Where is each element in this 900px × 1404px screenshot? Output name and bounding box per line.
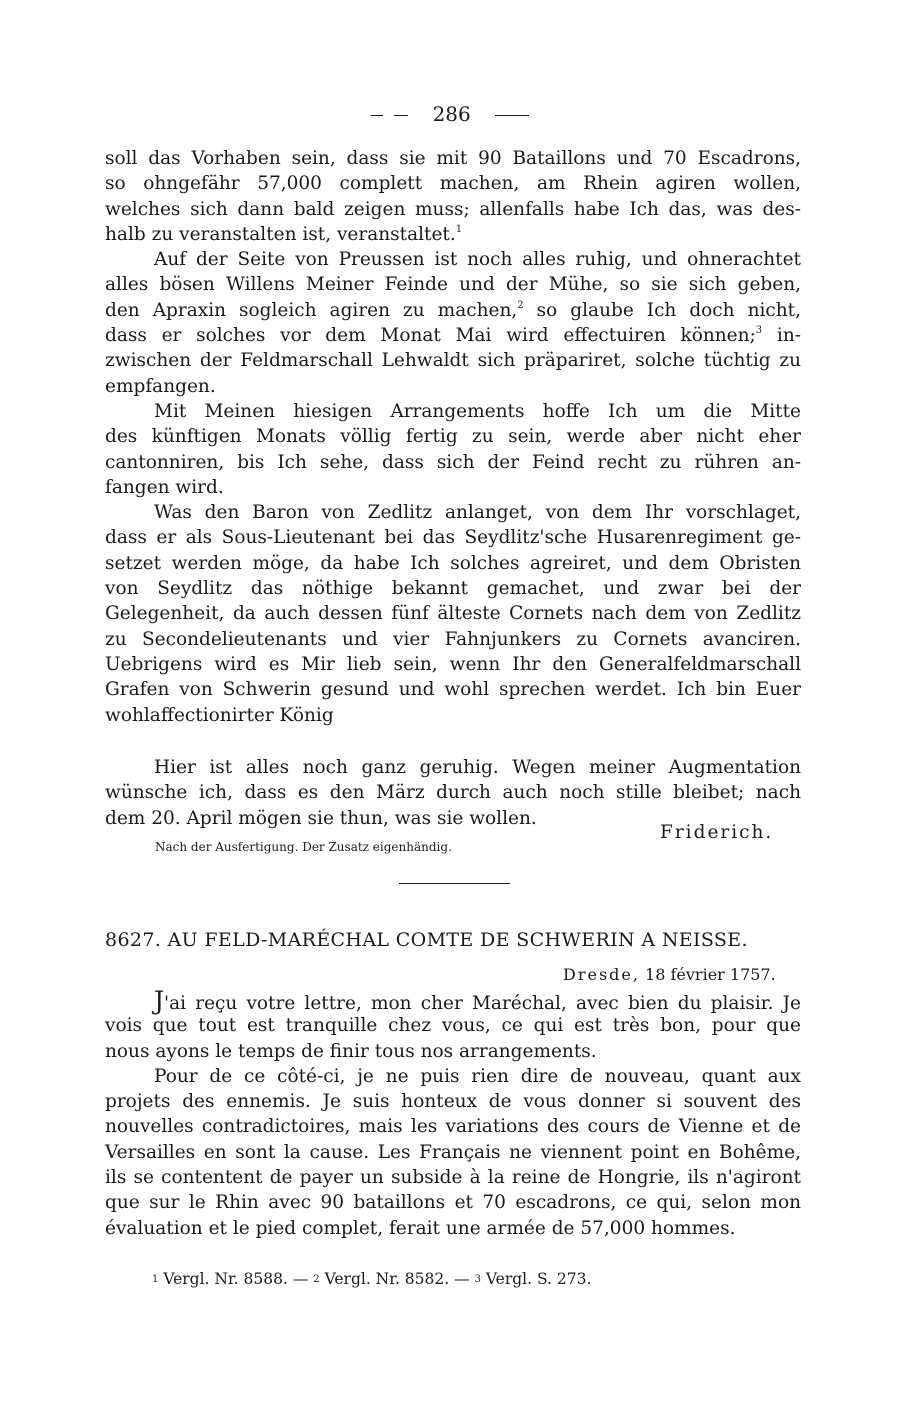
text-line: nous ayons le temps de finir tous nos arrangements. — [105, 1040, 597, 1062]
text-line: fangen wird. — [105, 476, 224, 498]
signature: Friderich. — [660, 822, 774, 843]
text-line: von Seydlitz das nöthige bekannt gemachet, und zwar bei der — [105, 578, 801, 600]
text-line: Uebrigens wird es Mir lieb sein, wenn Ihr den Generalfeldmarschall — [105, 653, 801, 675]
text-line: ils se contentent de payer un subside à la reine de Hongrie, ils n'agiront — [105, 1167, 801, 1189]
letter-body — [105, 988, 801, 1241]
text-line: Gelegenheit, da auch dessen fünf älteste Cornets nach dem von Zedlitz — [105, 603, 801, 625]
footnote-mark: 1 — [152, 1274, 159, 1285]
text-line: Versailles en sont la cause. Les Français ne viennent point en Bohême, — [105, 1141, 801, 1163]
initial-letter: J — [154, 986, 165, 1015]
text-line: zwischen der Feldmarschall Lehwaldt sich präpariret, solche tüchtig zu — [105, 350, 801, 372]
page-header — [0, 101, 900, 127]
text-fragment: in- — [776, 325, 801, 347]
footnote-ref: 2 — [517, 299, 524, 311]
text-line: que sur le Rhin avec 90 bataillons et 70 escadrons, ce qui, selon mon — [105, 1192, 801, 1214]
text-fragment: halb zu veranstalten ist, veranstaltet. — [105, 223, 456, 245]
text-fragment: 'ai reçu votre lettre, mon cher Maréchal, avec bien du plaisir. Je — [164, 993, 801, 1014]
footnote-text: Vergl. Nr. 8582. — [324, 1270, 450, 1288]
text-fragment: so glaube Ich doch nicht, — [536, 299, 801, 321]
text-fragment: dass er solches vor dem Monat Mai wird effectuiren können; — [105, 325, 756, 347]
footnote-text: Vergl. Nr. 8588. — [163, 1270, 288, 1288]
text-line: Grafen von Schwerin gesund und wohl sprechen werdet. Ich bin Euer — [105, 679, 801, 701]
text-line: setzet werden möge, da habe Ich solches agreiret, und dem Obristen — [105, 552, 801, 574]
footnote-text: Vergl. S. 273. — [485, 1270, 592, 1288]
footnote-ref: 3 — [755, 325, 763, 337]
page-number: 286 — [432, 102, 471, 126]
footnote-mark: 3 — [474, 1274, 481, 1285]
text-line: cantonniren, bis Ich sehe, dass sich der Feind recht zu rühren an- — [105, 451, 801, 473]
text-line: welches sich dann bald zeigen muss; allenfalls habe Ich das, was des- — [105, 198, 801, 220]
text-line: Was den Baron von Zedlitz anlanget, von dem Ihr vorschlaget, — [154, 502, 801, 524]
text-line: vois que tout est tranquille chez vous, ce qui est très bon, pour que — [105, 1015, 801, 1037]
footnote-mark: 2 — [313, 1274, 320, 1285]
document-heading: 8627. AU FELD-MARÉCHAL COMTE DE SCHWERIN A NEISSE. — [105, 929, 748, 951]
source-note: Nach der Ausfertigung. Der Zusatz eigenhändig. — [155, 840, 452, 854]
text-line — [105, 222, 801, 247]
text-line — [105, 323, 801, 348]
footnote — [152, 1270, 288, 1288]
text-line — [105, 298, 801, 323]
text-line: évaluation et le pied complet, ferait une armée de 57,000 hommes. — [105, 1217, 736, 1239]
text-line: nouvelles contradictoires, mais les variations des cours de Vienne et de — [105, 1116, 801, 1138]
footnote — [475, 1270, 592, 1288]
footnote — [313, 1270, 449, 1288]
text-line — [105, 988, 801, 1013]
letter-continuation — [105, 146, 801, 728]
header-rule-left-short — [371, 115, 383, 116]
text-line: Auf der Seite von Preussen ist noch alles ruhig, und ohnerachtet — [154, 249, 801, 271]
footnote-ref: 1 — [455, 223, 463, 235]
text-line: soll das Vorhaben sein, dass sie mit 90 Bataillons und 70 Escadrons, — [105, 148, 801, 169]
text-line: dem 20. April mögen sie thun, was sie wollen. — [105, 807, 537, 829]
text-line: Hier ist alles noch ganz geruhig. Wegen meiner Augmentation — [154, 757, 801, 778]
footnote-separator: — — [292, 1270, 309, 1288]
header-rule-left — [394, 115, 408, 116]
footnote-separator: — — [454, 1270, 470, 1288]
header-rule-right — [495, 115, 529, 116]
text-line: alles bösen Willens Meiner Feinde und der Mühe, so sie sich geben, — [105, 274, 801, 296]
text-line: so ohngefähr 57,000 complett machen, am Rhein agiren wollen, — [105, 173, 801, 195]
date-text: 18 février 1757. — [645, 965, 776, 984]
closing-line: wohlaffectionirter König — [105, 704, 334, 726]
footnotes — [152, 1268, 591, 1291]
text-line: Mit Meinen hiesigen Arrangements hoffe Ich um die Mitte — [154, 400, 801, 422]
section-divider — [399, 883, 510, 884]
date-place: Dresde, — [563, 965, 640, 984]
text-line: zu Secondelieutenants und vier Fahnjunkers zu Cornets avanciren. — [105, 628, 801, 650]
dateline — [563, 963, 776, 987]
text-line: dass er als Sous-Lieutenant bei das Seydlitz'sche Husarenregiment ge- — [105, 527, 801, 549]
text-line: Pour de ce côté-ci, je ne puis rien dire de nouveau, quant aux — [154, 1065, 801, 1087]
text-line: empfangen. — [105, 375, 216, 397]
text-line: wünsche ich, dass es den März durch auch noch stille bleibet; nach — [105, 782, 801, 804]
text-line: projets des ennemis. Je suis honteux de vous donner si souvent des — [105, 1091, 801, 1113]
text-fragment: den Apraxin sogleich agiren zu machen, — [105, 299, 518, 321]
text-line: des künftigen Monats völlig fertig zu sein, werde aber nicht eher — [105, 426, 801, 448]
